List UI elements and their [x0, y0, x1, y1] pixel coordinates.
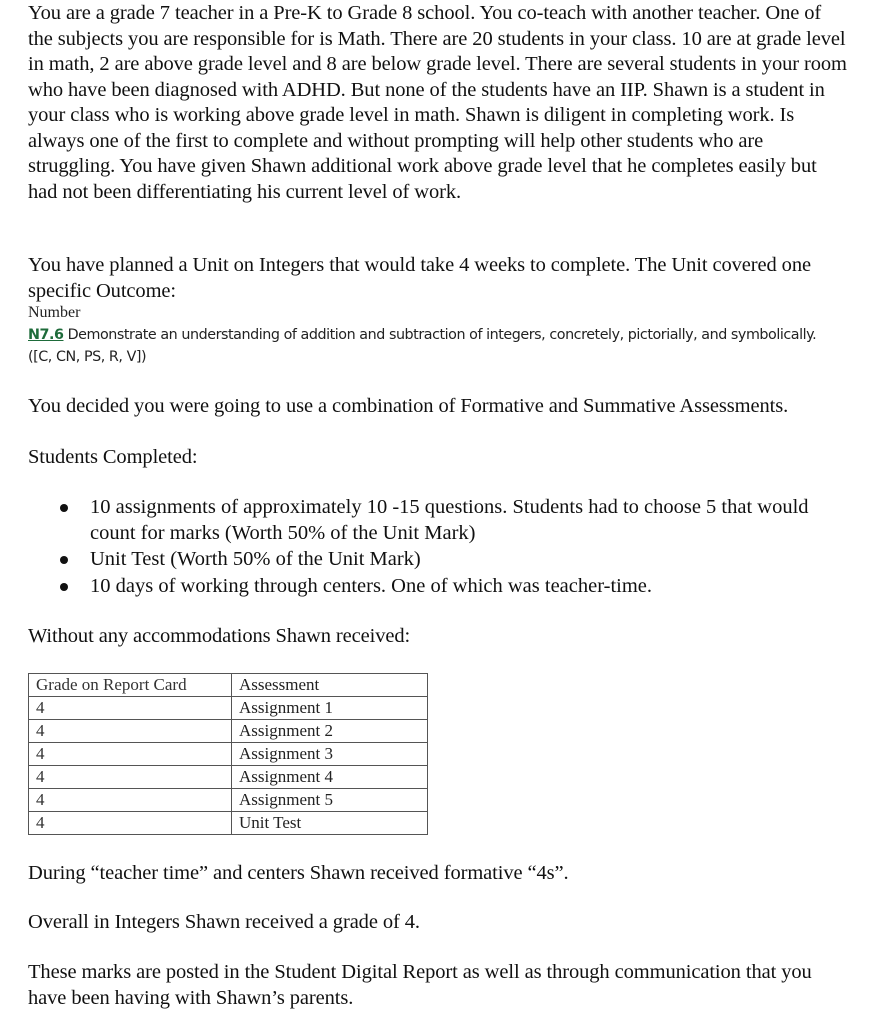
bullet-icon — [60, 504, 68, 512]
grade-cell: 4 — [29, 743, 232, 766]
grade-cell: 4 — [29, 766, 232, 789]
assessment-cell: Assignment 2 — [232, 720, 428, 743]
table-row — [29, 766, 428, 789]
outcome-statement — [28, 324, 828, 368]
posting-paragraph: These marks are posted in the Student Digital Report as well as through communication that you have been having with Shawn’s parents. — [28, 961, 812, 1009]
list-item — [60, 495, 820, 546]
list-item — [60, 547, 820, 573]
intro-paragraph: You are a grade 7 teacher in a Pre-K to Grade 8 school. You co-teach with another teacher. One of the subjects you are responsible for is Math. There are 20 students in your class. 10 are at grade level in math, 2 are above grade level and 8 are below grade level. There are several students in your room who have been diagnosed with ADHD. But none of the students have an IIP. Shawn is a student in your class who is working above grade level in math. Shawn is diligent in completing work. Is always one of the first to complete and without prompting will help other students who are struggling. You have given Shawn additional work above grade level that he completes easily but had not been differentiating his current level of work. — [28, 2, 847, 203]
list-item-text: 10 days of working through centers. One of which was teacher-time. — [90, 574, 653, 597]
overall-grade-paragraph: Overall in Integers Shawn received a grade of 4. — [28, 911, 420, 933]
assessment-cell: Assignment 1 — [232, 697, 428, 720]
table-header-row — [29, 674, 428, 697]
students-completed-label: Students Completed: — [28, 446, 198, 468]
grades-table — [28, 673, 428, 835]
list-item-text: Unit Test (Worth 50% of the Unit Mark) — [90, 548, 421, 570]
outcome-code-link[interactable]: N7.6 — [28, 327, 64, 343]
table-row — [29, 789, 428, 812]
outcome-text: Demonstrate an understanding of addition and subtraction of integers, concretely, pictorially, and symbolically. ([C, CN, PS, R, V]) — [28, 327, 817, 365]
grade-cell: 4 — [29, 789, 232, 812]
bullet-icon — [60, 583, 68, 591]
unit-paragraph: You have planned a Unit on Integers that would take 4 weeks to complete. The Unit covered one specific Outcome: — [28, 254, 811, 302]
bullet-icon — [60, 556, 68, 564]
without-accommodations-label: Without any accommodations Shawn received: — [28, 625, 411, 647]
completed-items-list — [60, 495, 820, 600]
table-row — [29, 697, 428, 720]
table-row — [29, 812, 428, 835]
list-item-text: 10 assignments of approximately 10 -15 questions. Students had to choose 5 that would count for marks (Worth 50% of the Unit Mark) — [90, 496, 809, 544]
outcome-strand-label: Number — [28, 304, 81, 321]
list-item — [60, 574, 820, 600]
assessment-cell: Assignment 4 — [232, 766, 428, 789]
grade-cell: 4 — [29, 697, 232, 720]
grade-cell: 4 — [29, 720, 232, 743]
grade-cell: 4 — [29, 812, 232, 835]
assessment-cell: Assignment 5 — [232, 789, 428, 812]
table-row — [29, 743, 428, 766]
teacher-time-paragraph: During “teacher time” and centers Shawn received formative “4s”. — [28, 862, 569, 884]
header-grade: Grade on Report Card — [29, 674, 232, 697]
assessment-cell: Unit Test — [232, 812, 428, 835]
table-row — [29, 720, 428, 743]
assessment-paragraph: You decided you were going to use a combination of Formative and Summative Assessments. — [28, 395, 789, 417]
header-assessment: Assessment — [232, 674, 428, 697]
assessment-cell: Assignment 3 — [232, 743, 428, 766]
